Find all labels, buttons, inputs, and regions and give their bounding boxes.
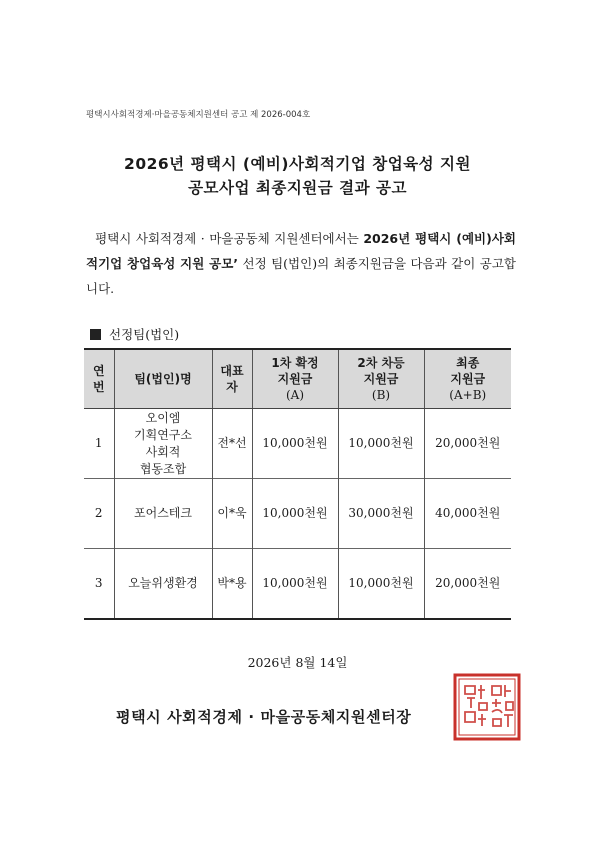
row-second-grant: 10,000천원: [338, 549, 424, 619]
square-bullet-icon: [90, 329, 101, 340]
row-representative: 이*욱: [212, 479, 252, 549]
section-title-label: 선정팀(법인): [109, 327, 180, 342]
row-no: 1: [94, 436, 103, 450]
row-team: 오이엠 기획연구소 사회적 협동조합: [114, 409, 212, 479]
header-representative: 대표 자: [212, 349, 252, 409]
row-first-grant: 10,000천원: [252, 549, 338, 619]
body-text-part1: 평택시 사회적경제 · 마을공동체 지원센터에서는: [95, 231, 364, 246]
body-text-part2: 선정 팀(법인)의 최종지원금을 다음과 같이 공고합니다.: [86, 256, 516, 296]
results-table: [84, 348, 511, 620]
table-row: [84, 549, 511, 619]
row-final-grant: 40,000천원: [424, 479, 511, 549]
title-line-1: 2026년 평택시 (예비)사회적기업 창업육성 지원: [124, 155, 471, 173]
row-representative: 박*용: [212, 549, 252, 619]
announcement-date: 2026년 8월 14일: [247, 655, 348, 670]
row-final-grant: 20,000천원: [424, 549, 511, 619]
table-row: [84, 409, 511, 479]
row-team: 포어스테크: [114, 479, 212, 549]
row-no: 3: [94, 575, 103, 590]
body-text-bold: 2026년 평택시 (예비)사회적기업 창업육성 지원 공모’: [86, 231, 516, 271]
issuer-signature: 평택시 사회적경제 · 마을공동체지원센터장: [116, 708, 412, 726]
row-team: 오늘위생환경: [114, 549, 212, 619]
row-representative: 전*선: [212, 409, 252, 479]
official-seal-icon: [452, 672, 522, 742]
row-first-grant: 10,000천원: [252, 479, 338, 549]
row-no: 2: [94, 506, 103, 520]
row-first-grant: 10,000천원: [252, 409, 338, 479]
section-title: [90, 325, 179, 343]
header-first-grant: 1차 확정 지원금 (A): [252, 349, 338, 409]
document-number: 평택시사회적경제·마을공동체지원센터 공고 제 2026-004호: [86, 110, 311, 120]
row-second-grant: 10,000천원: [338, 409, 424, 479]
header-team: 팀(법인)명: [114, 349, 212, 409]
header-second-grant: 2차 차등 지원금 (B): [338, 349, 424, 409]
row-final-grant: 20,000천원: [424, 409, 511, 479]
title-line-2: 공모사업 최종지원금 결과 공고: [188, 179, 407, 197]
table-row: [84, 479, 511, 549]
header-final-grant: 최종 지원금 (A+B): [424, 349, 511, 409]
announcement-body: [86, 226, 516, 301]
row-second-grant: 30,000천원: [338, 479, 424, 549]
header-no: 연 번: [84, 349, 114, 409]
table-header-row: [84, 349, 511, 409]
